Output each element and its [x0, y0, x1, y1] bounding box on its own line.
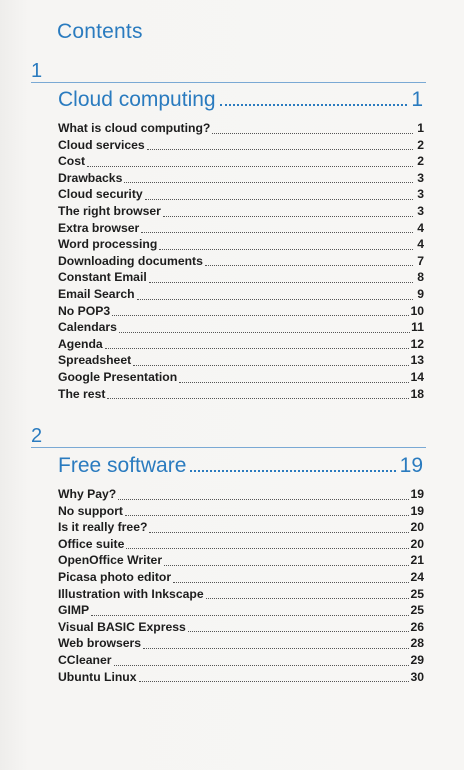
toc-entry-title: Is it really free? [58, 520, 148, 535]
dot-leader [190, 470, 395, 472]
toc-entry-title: Illustration with Inkscape [58, 586, 204, 601]
toc-entry-page: 9 [417, 286, 424, 301]
toc-entry-page: 3 [417, 187, 424, 202]
toc-entry[interactable] [58, 620, 424, 637]
toc-entry[interactable] [58, 270, 424, 287]
toc-entry-page: 28 [410, 636, 424, 651]
dot-leader [105, 348, 410, 349]
chapter-number: 1 [31, 60, 43, 82]
toc-entry[interactable] [58, 670, 424, 687]
toc-entry[interactable] [58, 171, 424, 188]
toc-entry-page: 10 [410, 303, 424, 318]
chapter-number: 2 [31, 425, 43, 447]
toc-entry-title: No support [58, 503, 123, 518]
toc-entry-page: 29 [410, 652, 424, 667]
toc-entry[interactable] [58, 337, 424, 354]
dot-leader [205, 265, 413, 266]
toc-entry-page: 3 [417, 203, 424, 218]
toc-entry-title: OpenOffice Writer [58, 553, 163, 568]
toc-entry-page: 2 [417, 137, 424, 152]
toc-entry-page: 26 [410, 619, 424, 634]
toc-entry-title: Extra browser [58, 220, 140, 235]
toc-entry-title: Cloud security [58, 187, 143, 202]
dot-leader [112, 315, 409, 316]
toc-entry-page: 25 [410, 603, 424, 618]
toc-entry[interactable] [58, 254, 424, 271]
dot-leader [212, 133, 413, 134]
toc-entry-title: No POP3 [58, 303, 111, 318]
toc-entry-page: 1 [417, 121, 424, 135]
toc-entry-title: Drawbacks [58, 170, 123, 185]
dot-leader [87, 166, 413, 167]
toc-entry-title: Email Search [58, 286, 135, 301]
toc-entry[interactable] [58, 353, 424, 370]
dot-leader [159, 249, 413, 250]
dot-leader [147, 149, 413, 150]
toc-entry-page: 3 [417, 170, 424, 185]
dot-leader [188, 631, 410, 632]
dot-leader [145, 199, 413, 200]
toc-entry[interactable] [58, 570, 424, 587]
toc-entry-title: Google Presentation [58, 369, 178, 384]
toc-entry[interactable] [58, 154, 424, 171]
toc-entry[interactable] [58, 237, 424, 254]
toc-entry[interactable] [58, 653, 424, 670]
toc-entry[interactable] [58, 121, 424, 138]
dot-leader [125, 515, 409, 516]
toc-entry-title: Ubuntu Linux [58, 669, 137, 684]
toc-entry-title: Picasa photo editor [58, 569, 172, 584]
toc-entry-page: 30 [410, 669, 424, 684]
toc-entry[interactable] [58, 204, 424, 221]
page-title: Contents [57, 20, 143, 43]
dot-leader [206, 598, 410, 599]
dot-leader [163, 216, 413, 217]
toc-entry-title: What is cloud computing? [58, 121, 211, 135]
dot-leader [118, 499, 409, 500]
toc-entry-page: 20 [410, 520, 424, 535]
toc-entry-title: CCleaner [58, 652, 112, 667]
toc-entry[interactable] [58, 504, 424, 521]
toc-entry-page: 7 [417, 253, 424, 268]
toc-entry-title: GIMP [58, 603, 90, 618]
dot-leader [107, 398, 409, 399]
toc-entry[interactable] [58, 304, 424, 321]
toc-entry-page: 4 [417, 237, 424, 252]
toc-entry-page: 8 [417, 270, 424, 285]
toc-entry-page: 18 [410, 386, 424, 401]
toc-entry-title: Cloud services [58, 137, 145, 152]
dot-leader [173, 582, 409, 583]
toc-entry-title: Spreadsheet [58, 353, 132, 368]
chapter-entries [58, 487, 424, 686]
dot-leader [149, 532, 409, 533]
toc-entry[interactable] [58, 636, 424, 653]
toc-entry-title: Why Pay? [58, 487, 117, 501]
toc-entry[interactable] [58, 603, 424, 620]
chapter-title: Free software [58, 454, 187, 477]
toc-entry-title: Cost [58, 154, 86, 169]
toc-entry[interactable] [58, 187, 424, 204]
chapter-entries [58, 121, 424, 403]
dot-leader [139, 681, 410, 682]
dot-leader [220, 104, 408, 106]
dot-leader [114, 665, 410, 666]
toc-entry-page: 24 [410, 569, 424, 584]
toc-entry-page: 19 [410, 503, 424, 518]
dot-leader [164, 565, 409, 566]
toc-entry[interactable] [58, 370, 424, 387]
toc-entry-page: 20 [410, 536, 424, 551]
dot-leader [149, 282, 413, 283]
toc-entry-title: Constant Email [58, 270, 147, 285]
chapter-divider [31, 447, 426, 448]
toc-entry[interactable] [58, 138, 424, 155]
toc-entry[interactable] [58, 553, 424, 570]
dot-leader [133, 365, 409, 366]
toc-entry-title: Downloading documents [58, 253, 203, 268]
toc-entry-page: 2 [417, 154, 424, 169]
toc-entry-page: 21 [410, 553, 424, 568]
dot-leader [141, 232, 413, 233]
toc-entry-title: Office suite [58, 536, 125, 551]
toc-entry-page: 12 [410, 336, 424, 351]
toc-entry-title: The rest [58, 386, 106, 401]
chapter-page-number: 19 [399, 454, 423, 477]
dot-leader [179, 382, 409, 383]
dot-leader [119, 332, 410, 333]
dot-leader [137, 299, 413, 300]
toc-entry[interactable] [58, 587, 424, 604]
toc-entry[interactable] [58, 520, 424, 537]
toc-entry[interactable] [58, 537, 424, 554]
toc-entry-page: 14 [410, 369, 424, 384]
chapter-title-row[interactable] [58, 454, 423, 478]
toc-entry[interactable] [58, 487, 424, 504]
toc-entry-title: Calendars [58, 320, 117, 335]
toc-entry-page: 19 [410, 487, 424, 501]
toc-entry-title: Visual BASIC Express [58, 619, 186, 634]
toc-entry-title: Web browsers [58, 636, 142, 651]
toc-entry-page: 13 [410, 353, 424, 368]
toc-entry-page: 11 [411, 320, 424, 335]
toc-entry-title: The right browser [58, 203, 161, 218]
chapter-title-row[interactable] [58, 88, 423, 112]
toc-entry[interactable] [58, 221, 424, 238]
toc-entry-title: Word processing [58, 237, 158, 252]
dot-leader [143, 648, 409, 649]
toc-entry[interactable] [58, 287, 424, 304]
dot-leader [124, 182, 413, 183]
toc-entry-page: 25 [410, 586, 424, 601]
chapter-page-number: 1 [411, 88, 423, 111]
dot-leader [91, 615, 409, 616]
chapter-title: Cloud computing [58, 88, 216, 111]
toc-entry-title: Agenda [58, 336, 103, 351]
dot-leader [126, 548, 409, 549]
chapter-divider [31, 82, 426, 83]
toc-entry[interactable] [58, 320, 424, 337]
toc-entry[interactable] [58, 387, 424, 404]
toc-entry-page: 4 [417, 220, 424, 235]
